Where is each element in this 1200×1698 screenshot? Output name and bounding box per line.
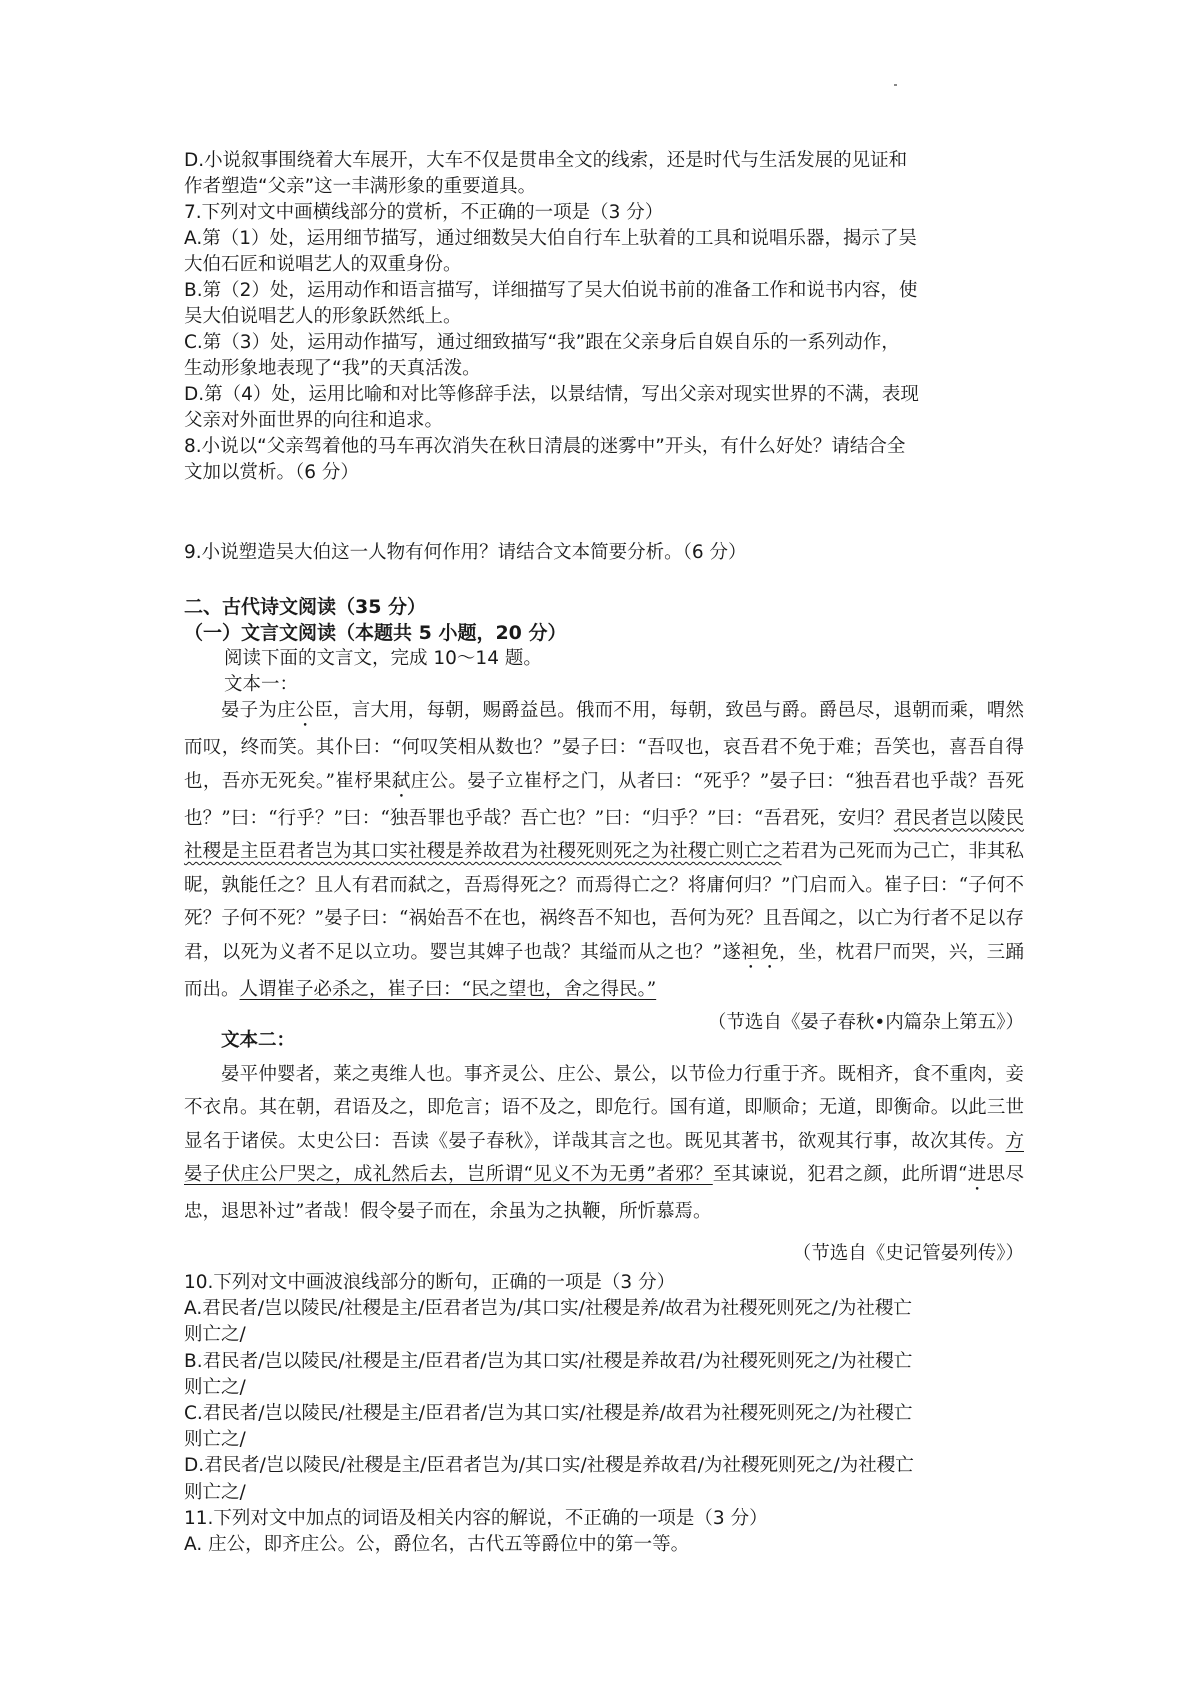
text1-seg: 臣，言大用，每朝，赐爵益邑。俄而不用，每朝，致邑与爵。爵邑尽，退朝而乘，喟然而叹，终而笑。其仆曰：“何叹笑相从数也？”晏子曰：“吾叹也，哀吾君不免于难；吾笑也，喜吾自得也，吾亦无死矣。”崔杼果 [184,700,1024,792]
text2-source: （节选自《史记管晏列传》） [792,1242,1024,1264]
q6-option-d-line2: 作者塑造“父亲”这一丰满形象的重要道具。 [184,176,537,197]
q7-option-d-line1: D.第（4）处，运用比喻和对比等修辞手法，以景结情，写出父亲对现实世界的不满，表现 [184,384,919,405]
scan-speck [894,84,897,86]
text1-seg: 晏子为庄 [221,700,296,721]
text2-label: 文本二： [221,1030,296,1051]
underlined-sentence-1: 人谓崔子必杀之，崔子曰：“民之望也，舍之得民。” [239,978,657,1000]
section2-instruction: 阅读下面的文言文，完成 10～14 题。 [224,648,542,669]
text2-paragraph [184,1058,1024,1229]
q7-option-c-line2: 生动形象地表现了“我”的天真活泼。 [184,358,481,379]
q6-option-d-line1: D.小说叙事围绕着大车展开，大车不仅是贯串全文的线索，还是时代与生活发展的见证和 [184,150,908,171]
q10-option-d-line1: D.君民者/岂以陵民/社稷是主/臣君者岂为/其口实/社稷是养故君/为社稷死则死之/为社稷亡 [184,1455,914,1477]
q10-stem: 10.下列对文中画波浪线部分的断句，正确的一项是（3 分） [184,1272,676,1293]
q10-option-c-line1: C.君民者/岂以陵民/社稷是主/臣君者/岂为其口实/社稷是养/故君为社稷死则死之/为社稷亡 [184,1403,913,1425]
q9-block [184,540,1024,566]
dotted-word-gong: 公 [295,700,315,721]
dotted-word-tanmian: 袒免 [741,941,779,963]
text1-paragraph [184,694,1024,1006]
text1-label: 文本一： [224,674,299,695]
text2-seg: 晏平仲婴者，莱之夷维人也。事齐灵公、庄公、景公，以节俭力行重于齐。既相齐，食不重肉，妾不衣帛。其在朝，君语及之，即危言；语不及之，即危行。国有道，即顺命；无道，即衡命。以此三世显名于诸侯。太史公曰：吾读《晏子春秋》，详哉其言之也。既见其著书，欲观其行事，故次其传。 [184,1063,1024,1152]
q7-stem: 7.下列对文中画横线部分的赏析，不正确的一项是（3 分） [184,202,664,223]
q8-line1: 8.小说以“父亲驾着他的马车再次消失在秋日清晨的迷雾中”开头，有什么好处？请结合全 [184,436,906,457]
question-block-10-11 [184,1270,1024,1558]
q10-option-b-line1: B.君民者/岂以陵民/社稷是主/臣君者/岂为其口实/社稷是养故君/为社稷死则死之/为社稷亡 [184,1350,913,1372]
q10-option-b-line2: 则亡之/ [184,1376,246,1398]
q10-option-a-line1: A.君民者/岂以陵民/社稷是主/臣君者岂为/其口实/社稷是养/故君为社稷死则死之/为社稷亡 [184,1298,912,1320]
text2-seg: 思尽忠，退思补过”者哉！假令晏子而在，余虽为之执鞭，所忻慕焉。 [184,1164,1024,1222]
q10-option-d-line2: 则亡之/ [184,1481,246,1503]
q7-option-b-line2: 吴大伯说唱艺人的形象跃然纸上。 [184,306,462,327]
q7-option-a-line2: 大伯石匠和说唱艺人的双重身份。 [184,254,462,275]
text2-passage [184,1024,1024,1270]
underlined-sentence-2: 方晏子伏庄公尸哭之，成礼然后去，岂所谓“见义不为无勇”者邪？ [184,1130,1024,1185]
section2-title: 二、古代诗文阅读（35 分） [184,596,427,618]
text1-seg: 若君为己死而为己亡，非其私昵，孰能任之？且人有君而弑之，吾焉得死之？而焉得亡之？将庸何归？”门启而入。崔子曰：“子何不死？子何不死？”晏子曰：“祸始吾不在也，祸终吾不知也，吾何为死？且吾闻之，以亡为行者不足以存君，以死为义者不足以立功。婴岂其婢子也哉？其缢而从之也？”遂 [184,841,1024,963]
section2-subtitle: （一）文言文阅读（本题共 5 小题，20 分） [184,622,567,644]
wavy-underlined-sentence: 君民者岂以陵民社稷是主臣君者岂为其口实社稷是养故君为社稷死则死之为社稷亡则亡之 [184,807,1024,862]
text2-seg: 至其谏说，犯君之颜，此所谓“ [712,1164,968,1185]
section2-header [184,594,1024,698]
dotted-word-jin: 进 [967,1164,987,1185]
text1-passage [184,694,1024,1040]
q10-option-a-line2: 则亡之/ [184,1324,246,1346]
dotted-word-shi: 弑 [391,770,411,792]
q10-option-c-line2: 则亡之/ [184,1429,246,1451]
q11-stem: 11.下列对文中加点的词语及相关内容的解说，不正确的一项是（3 分） [184,1507,768,1529]
q9-stem: 9.小说塑造吴大伯这一人物有何作用？请结合文本简要分析。（6 分） [184,542,747,563]
text1-seg: 庄公。晏子立崔杼之门，从者曰：“死乎？”晏子曰：“独吾君也乎哉？吾死也？”曰：“行乎？”曰：“独吾罪也乎哉？吾亡也？”曰：“归乎？”曰：“吾君死，安归？ [184,770,1024,829]
text1-seg: ，坐，枕君尸而哭，兴，三踊而出。 [184,941,1024,1000]
q11-option-a: A. 庄公，即齐庄公。公，爵位名，古代五等爵位中的第一等。 [184,1534,690,1556]
q7-option-d-line2: 父亲对外面世界的向往和追求。 [184,410,444,431]
question-block-6-9 [184,148,1024,486]
q7-option-c-line1: C.第（3）处，运用动作描写，通过细致描写“我”跟在父亲身后自娱自乐的一系列动作， [184,332,900,353]
q7-option-b-line1: B.第（2）处，运用动作和语言描写，详细描写了吴大伯说书前的准备工作和说书内容，使 [184,280,918,301]
text1-source: （节选自《晏子春秋•内篇杂上第五》） [707,1012,1024,1033]
q7-option-a-line1: A.第（1）处，运用细节描写，通过细数吴大伯自行车上驮着的工具和说唱乐器，揭示了吴 [184,228,917,249]
q8-line2: 文加以赏析。（6 分） [184,462,359,483]
